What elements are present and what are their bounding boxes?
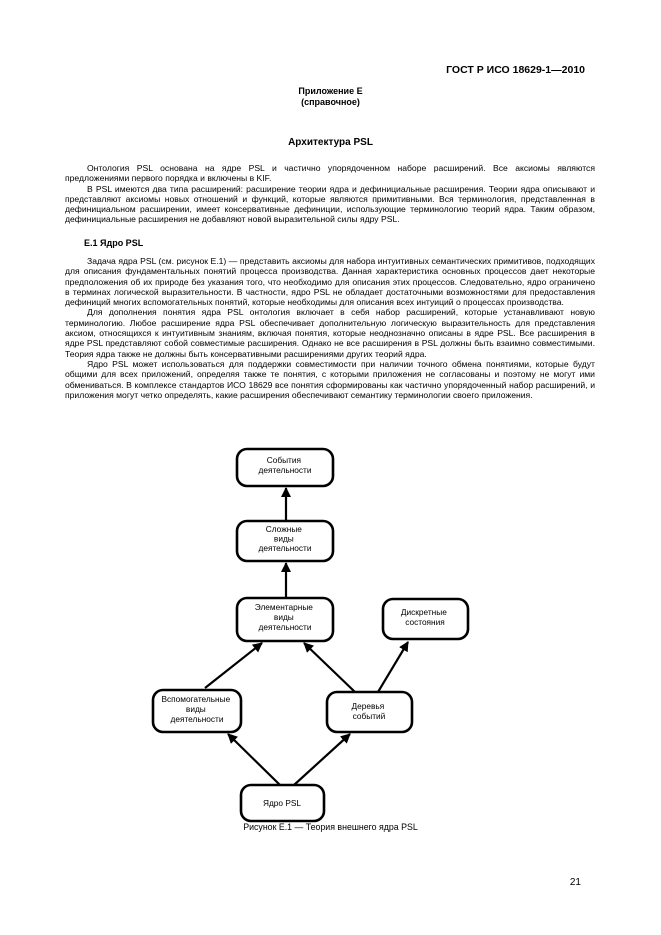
node-core-label: Ядро PSL <box>262 798 302 808</box>
node-sub-label: Вспомогательные виды деятельности <box>161 694 231 724</box>
arrow-core-to-sub <box>228 734 280 785</box>
paragraph: В PSL имеются два типа расширений: расширение теории ядра и дефинициальные расширения. Теории ядра описывают и представляют аксиомы новых отношений и функций, которые являются примитивными. Вся терминология, представленная в дефинициальном расширении, имеет консервативные дефиниции, использующие терминологию теорий ядра. Таким образом, дефинициальные расширения не добавляют новой выразительной силы ядру PSL. <box>65 183 595 225</box>
appendix-title: Приложение Е <box>298 86 363 96</box>
document-standard-header: ГОСТ Р ИСО 18629-1—2010 <box>446 64 585 76</box>
section-title: Архитектура PSL <box>288 137 373 148</box>
figure-caption: Рисунок Е.1 — Теория внешнего ядра PSL <box>243 822 418 832</box>
arrow-trees-to-discrete <box>378 642 408 692</box>
node-atomic-label: Элементарные виды деятельности <box>254 602 313 632</box>
paragraph: Для дополнения понятия ядра PSL онтология включает в себя набор расширений, которые устанавливают новую терминологию. Любое расширение ядра PSL обеспечивает дополнительную логическую выразительность для представления аксиом, относящихся к интуитивным знаниям, включая понятия, которые неоднозначно описаны в ядре PSL. Все расширения в ядре PSL представляют собой совместимые расширения. Однако не все расширения в PSL должны быть взаимно совместимыми. Теория ядра также не должны быть консервативными расширениями других теорий ядра. <box>65 307 595 359</box>
arrow-sub-to-atomic <box>205 643 262 688</box>
paragraph: Онтология PSL основана на ядре PSL и частично упорядоченном наборе расширений. Все аксиомы являются предложениями первого порядка и включены в KIF. <box>65 163 595 184</box>
subsection-title: Е.1 Ядро PSL <box>84 238 144 248</box>
node-discrete-label: Дискретные состояния <box>400 607 447 627</box>
paragraph: Задача ядра PSL (см. рисунок Е.1) — представить аксиомы для набора интуитивных семантических примитивов, подходящих для описания фундаментальных понятий процесса производства. Данная характеристика основных процессов дает некоторые предположения об их природе без указания того, что необходимо для описания этих процессов. Следовательно, ядро ограничено в терминах логической выразительности. В частности, ядро PSL не обладает достаточными возможностями для предоставления дефиниций многих вспомогательных понятий, которые необходимы для описания всех интуиций о процессах производства. <box>65 256 595 308</box>
page-number: 21 <box>569 877 581 888</box>
node-trees-label: Деревья событий <box>351 701 386 721</box>
appendix-type: (справочное) <box>301 97 360 107</box>
node-complex-label: Сложные виды деятельности <box>258 524 312 553</box>
paragraph: Ядро PSL может использоваться для поддержки совместимости при наличии точного обмена понятиями, которые будут общими для всех приложений, определяя также те понятия, с которыми приложения не согласованы и поэтому не могут ими обмениваться. В комплексе стандартов ИСО 18629 все понятия сформированы как частично упорядоченный набор расширений, и приложения могут четко определять, какие расширения обеспечивают семантику терминологии своего приложения. <box>65 358 595 400</box>
arrow-core-to-trees <box>294 734 350 785</box>
arrow-trees-to-atomic <box>304 643 355 692</box>
node-events-label: События деятельности <box>258 455 312 475</box>
